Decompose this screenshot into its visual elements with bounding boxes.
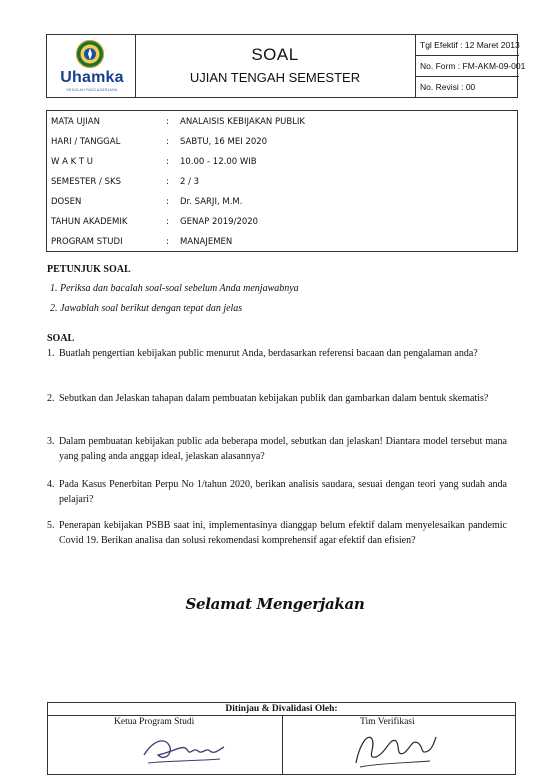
validation-box bbox=[47, 702, 516, 775]
logo-tagline: SEKOLAH PASCASARJANA bbox=[66, 88, 118, 92]
question-text: Dalam pembuatan kebijakan public ada beberapa model, sebutkan dan jelaskan! Diantara model tersebut mana yang paling anda anggap ideal, jelaskan alasannya? bbox=[59, 436, 507, 462]
validation-heading: Ditinjau & Divalidasi Oleh: bbox=[48, 703, 515, 716]
info-label: MATA UJIAN bbox=[51, 117, 100, 127]
info-row-date bbox=[47, 131, 517, 151]
signature-verification-icon bbox=[346, 723, 442, 773]
document-header bbox=[46, 34, 526, 98]
question-number: 3. bbox=[47, 436, 55, 447]
info-label: DOSEN bbox=[51, 197, 82, 207]
info-row-program bbox=[47, 231, 517, 251]
divider bbox=[282, 715, 283, 775]
document-subtitle: UJIAN TENGAH SEMESTER bbox=[189, 70, 361, 85]
question-text: Pada Kasus Penerbitan Perpu No 1/tahun 2020, berikan analisis saudara, sesuai dengan teori yang sudah anda pelajari? bbox=[59, 479, 507, 505]
info-value: MANAJEMEN bbox=[180, 237, 233, 247]
question-number: 5. bbox=[47, 520, 55, 531]
meta-revision: No. Revisi : 00 bbox=[420, 82, 476, 92]
info-value: 2 / 3 bbox=[180, 177, 200, 187]
instruction-item: 1. Periksa dan bacalah soal-soal sebelum Anda menjawabnya bbox=[50, 283, 299, 294]
closing-message: Selamat Mengerjakan bbox=[185, 595, 365, 613]
question-number: 1. bbox=[47, 348, 55, 359]
info-row-lecturer bbox=[47, 191, 517, 211]
info-colon: : bbox=[166, 217, 169, 227]
questions-heading: SOAL bbox=[47, 333, 75, 344]
exam-info-table bbox=[46, 110, 518, 252]
signer-label-program-head: Ketua Program Studi bbox=[114, 717, 195, 727]
info-value: GENAP 2019/2020 bbox=[180, 217, 259, 227]
info-colon: : bbox=[166, 137, 169, 147]
title-block bbox=[135, 35, 416, 97]
question-text: Penerapan kebijakan PSBB saat ini, implementasinya dianggap belum efektif dalam menyelesaikan pandemic Covid 19. Berikan analisa dan solusi rekomendasi komprehensif agar efektif dan efisien? bbox=[59, 520, 507, 546]
info-row-academic-year bbox=[47, 211, 517, 231]
form-meta bbox=[415, 35, 526, 97]
info-colon: : bbox=[166, 157, 169, 167]
info-value: 10.00 - 12.00 WIB bbox=[180, 157, 257, 167]
info-value: SABTU, 16 MEI 2020 bbox=[180, 137, 268, 147]
info-label: W A K T U bbox=[51, 157, 94, 167]
info-colon: : bbox=[166, 237, 169, 247]
question-number: 4. bbox=[47, 479, 55, 490]
question-text: Buatlah pengertian kebijakan public menurut Anda, berdasarkan referensi bacaan dan pengalaman anda? bbox=[59, 348, 478, 359]
info-colon: : bbox=[166, 177, 169, 187]
info-value: Dr. SARJI, M.M. bbox=[180, 197, 243, 207]
meta-form-number: No. Form : FM-AKM-09-001 bbox=[415, 56, 519, 77]
info-colon: : bbox=[166, 197, 169, 207]
info-label: PROGRAM STUDI bbox=[51, 237, 123, 247]
info-label: HARI / TANGGAL bbox=[51, 137, 121, 147]
info-row-semester bbox=[47, 171, 517, 191]
info-row-time bbox=[47, 151, 517, 171]
question-number: 2. bbox=[47, 393, 55, 404]
document-title: SOAL bbox=[251, 45, 299, 64]
info-row-subject bbox=[47, 111, 517, 131]
instructions-heading: PETUNJUK SOAL bbox=[47, 264, 131, 275]
logo-wordmark: Uhamka bbox=[60, 69, 124, 86]
meta-effective-date: Tgl Efektif : 12 Maret 2013 bbox=[415, 35, 519, 56]
info-label: SEMESTER / SKS bbox=[51, 177, 121, 187]
info-colon: : bbox=[166, 117, 169, 127]
signature-program-head-icon bbox=[136, 725, 228, 771]
signer-label-verification: Tim Verifikasi bbox=[360, 717, 415, 727]
question-text: Sebutkan dan Jelaskan tahapan dalam pembuatan kebijakan publik dan gambarkan dalam bentuk skematis? bbox=[59, 393, 489, 404]
info-value: ANALAISIS KEBIJAKAN PUBLIK bbox=[180, 117, 305, 127]
logo-block bbox=[47, 35, 136, 97]
instruction-item: 2. Jawablah soal berikut dengan tepat dan jelas bbox=[50, 303, 243, 314]
university-emblem-icon bbox=[72, 39, 108, 69]
info-label: TAHUN AKADEMIK bbox=[51, 217, 128, 227]
